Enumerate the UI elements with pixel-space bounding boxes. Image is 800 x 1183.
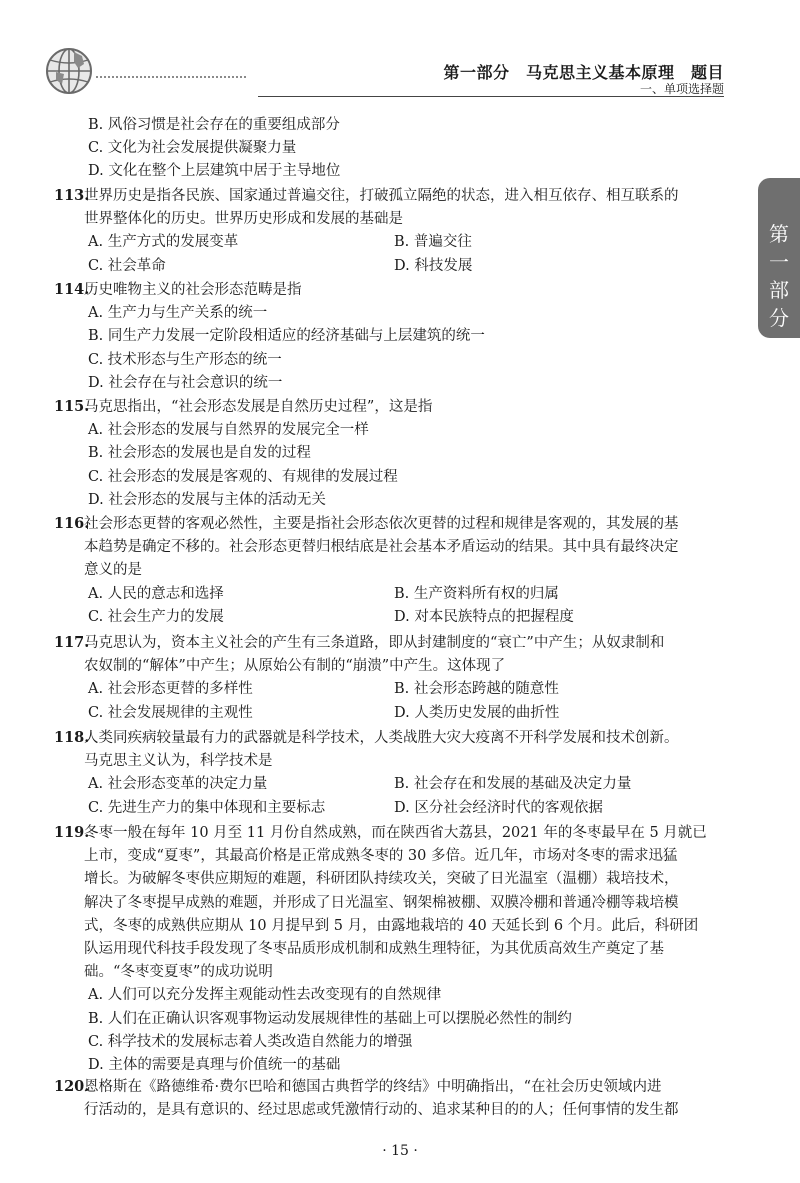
question-120 (54, 1075, 744, 1122)
question-number: 117. (54, 634, 90, 651)
side-tab-char: 第 (769, 222, 789, 246)
option-c: C. 科学技术的发展标志着人类改造自然能力的增强 (88, 1033, 413, 1050)
side-tab-char: 分 (769, 306, 789, 330)
option-c: C. 社会革命 (88, 257, 166, 274)
question-stem: 社会形态更替的客观必然性，主要是指社会形态依次更替的过程和规律是客观的，其发展的基 (84, 516, 679, 532)
question-119 (54, 821, 744, 1077)
question-stem: 础。“冬枣变夏枣”的成功说明 (84, 964, 273, 981)
option-a: A. 社会形态变革的决定力量 (88, 776, 268, 793)
header-dotted-line (96, 76, 246, 78)
option-c: C. 社会发展规律的主观性 (88, 704, 253, 721)
section-side-tab (758, 178, 800, 338)
question-stem: 解决了冬枣提早成熟的难题，并形成了日光温室、钢架棉被棚、双膜冷棚和普通冷棚等栽培模 (84, 894, 679, 911)
question-stem: 行活动的，是具有意识的、经过思虑或凭激情行动的、追求某种目的的人；任何事情的发生都 (84, 1102, 679, 1119)
question-number: 115. (54, 398, 90, 415)
question-116 (54, 512, 744, 629)
option-c: C. 先进生产力的集中体现和主要标志 (88, 799, 326, 816)
option-b: B. 同生产力发展一定阶段相适应的经济基础与上层建筑的统一 (88, 328, 485, 345)
header-subtitle: 一、单项选择题 (639, 82, 724, 96)
option-b: B. 社会形态的发展也是自发的过程 (88, 445, 311, 462)
option-a: A. 生产力与生产关系的统一 (88, 305, 268, 322)
option-d: D. 主体的需要是真理与价值统一的基础 (88, 1057, 341, 1074)
option-b: B. 风俗习惯是社会存在的重要组成部分 (88, 117, 340, 133)
question-stem: 式，冬枣的成熟供应期从 10 月提早到 5 月，由露地栽培的 40 天延长到 6 个月。此后，科研团 (84, 917, 699, 934)
option-a: A. 人们可以充分发挥主观能动性去改变现有的自然规律 (88, 987, 442, 1004)
option-c: C. 社会生产力的发展 (88, 608, 224, 625)
option-d: D. 社会存在与社会意识的统一 (88, 374, 283, 391)
option-d: D. 区分社会经济时代的客观依据 (394, 799, 603, 816)
question-number: 113. (54, 187, 90, 204)
option-c: C. 文化为社会发展提供凝聚力量 (88, 140, 297, 157)
question-118 (54, 726, 744, 820)
question-stem: 农奴制的“解体”中产生；从原始公有制的“崩溃”中产生。这体现了 (84, 658, 506, 675)
question-number: 116. (54, 515, 90, 532)
question-115 (54, 395, 744, 512)
header-title: 第一部分 马克思主义基本原理 题目 (443, 63, 724, 82)
question-stem: 世界整体化的历史。世界历史形成和发展的基础是 (84, 211, 403, 228)
option-d: D. 人类历史发展的曲折性 (394, 704, 560, 721)
side-tab-char: 一 (769, 250, 789, 274)
option-a: A. 生产方式的发展变革 (88, 234, 239, 251)
option-c: C. 技术形态与生产形态的统一 (88, 351, 282, 368)
question-number: 119. (54, 824, 90, 841)
question-114 (54, 278, 744, 395)
question-stem: 人类同疾病较量最有力的武器就是科学技术，人类战胜大灾大疫离不开科学发展和技术创新。 (84, 730, 679, 746)
question-113 (54, 184, 744, 278)
question-stem: 马克思认为，资本主义社会的产生有三条道路，即从封建制度的“衰亡”中产生；从奴隶制和 (84, 635, 665, 651)
question-stem: 马克思主义认为，科学技术是 (84, 753, 273, 770)
option-b: B. 人们在正确认识客观事物运动发展规律性的基础上可以摆脱必然性的制约 (88, 1010, 572, 1027)
page-number: · 15 · (382, 1143, 418, 1159)
option-b: B. 生产资料所有权的归属 (394, 585, 559, 602)
option-d: D. 社会形态的发展与主体的活动无关 (88, 491, 326, 508)
globe-icon (44, 46, 94, 96)
option-b: B. 社会形态跨越的随意性 (394, 681, 559, 698)
option-b: B. 普遍交往 (394, 234, 472, 251)
question-number: 114. (54, 281, 90, 298)
question-number: 118. (54, 729, 90, 746)
question-stem: 上市，变成“夏枣”，其最高价格是正常成熟冬枣的 30 多倍。近几年，市场对冬枣的需求迅猛 (84, 848, 678, 865)
question-stem: 世界历史是指各民族、国家通过普遍交往，打破孤立隔绝的状态，进入相互依存、相互联系的 (84, 188, 679, 204)
question-stem: 队运用现代科技手段发现了冬枣品质形成机制和成熟生理特征，为其优质高效生产奠定了基 (84, 941, 664, 958)
question-stem: 历史唯物主义的社会形态范畴是指 (84, 282, 302, 298)
option-d: D. 文化在整个上层建筑中居于主导地位 (88, 163, 341, 180)
option-c: C. 社会形态的发展是客观的、有规律的发展过程 (88, 468, 398, 485)
question-stem: 冬枣一般在每年 10 月至 11 月份自然成熟，而在陕西省大荔县，2021 年的冬枣最早在 5 月就已 (84, 825, 707, 841)
option-d: D. 科技发展 (394, 257, 473, 274)
side-tab-char: 部 (769, 278, 789, 302)
question-stem: 增长。为破解冬枣供应期短的难题，科研团队持续攻关，突破了日光温室（温棚）栽培技术， (84, 871, 679, 888)
option-d: D. 对本民族特点的把握程度 (394, 608, 574, 625)
option-a: A. 社会形态更替的多样性 (88, 681, 253, 698)
question-stem: 恩格斯在《路德维希·费尔巴哈和德国古典哲学的终结》中明确指出，“在社会历史领域内进 (84, 1079, 662, 1095)
question-stem: 意义的是 (84, 562, 142, 579)
question-stem: 本趋势是确定不移的。社会形态更替归根结底是社会基本矛盾运动的结果。其中具有最终决定 (84, 539, 679, 556)
question-stem: 马克思指出，“社会形态发展是自然历史过程”，这是指 (84, 399, 433, 415)
previous-question-options (54, 114, 744, 184)
option-a: A. 社会形态的发展与自然界的发展完全一样 (88, 422, 369, 439)
question-117 (54, 631, 744, 725)
option-a: A. 人民的意志和选择 (88, 585, 224, 602)
question-number: 120. (54, 1078, 90, 1095)
option-b: B. 社会存在和发展的基础及决定力量 (394, 776, 632, 793)
